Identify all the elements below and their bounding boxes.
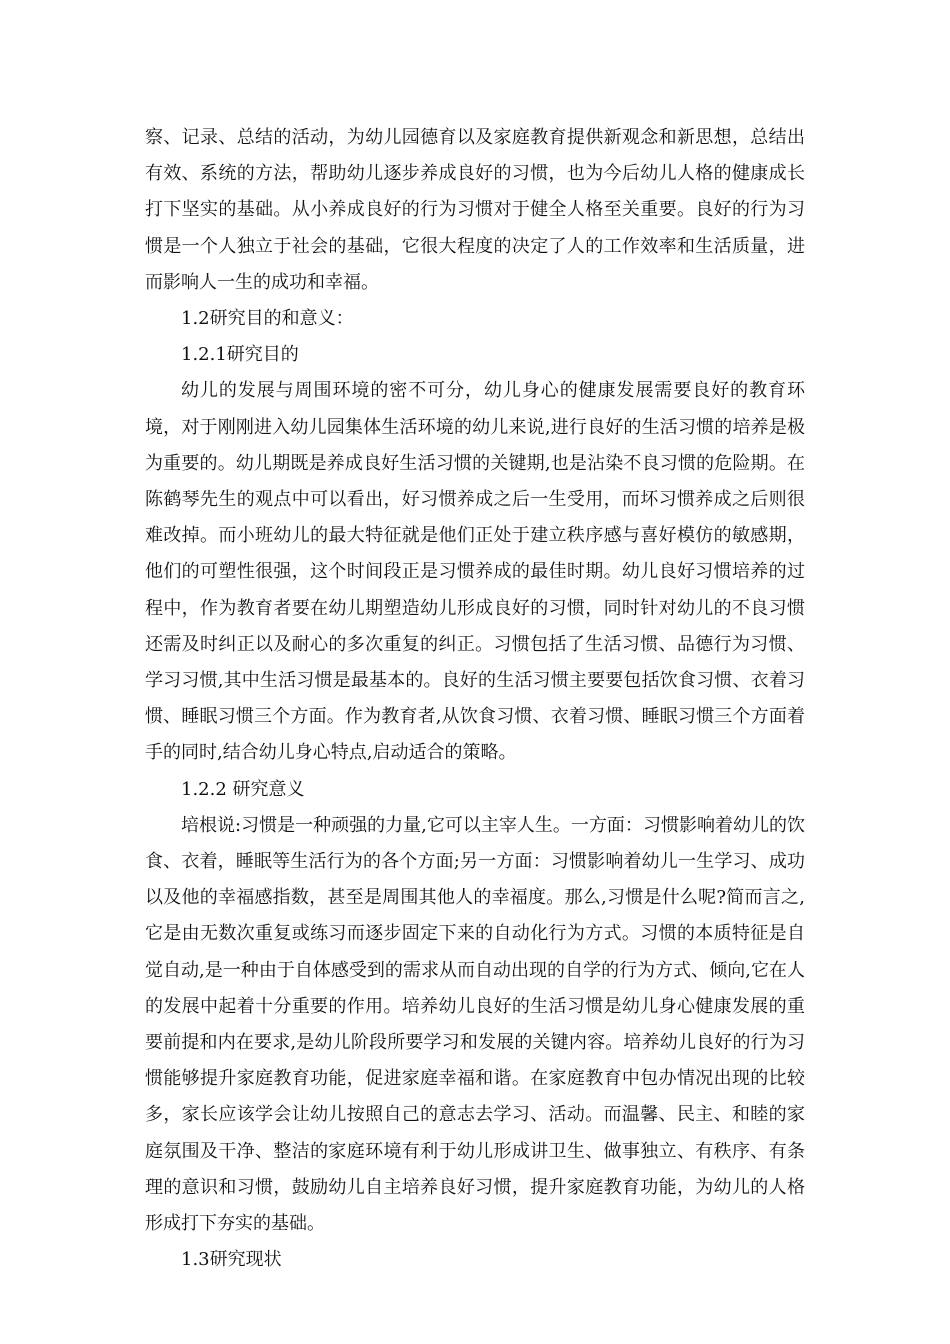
- section-heading-1-3: 1.3研究现状: [181, 1249, 282, 1271]
- document-body: [145, 120, 805, 1279]
- paragraph-research-purpose: 幼儿的发展与周围环境的密不可分，幼儿身心的健康发展需要良好的教育环境，对于刚刚进入幼儿园集体生活环境的幼儿来说,进行良好的生活习惯的培养是极为重要的。幼儿期既是养成良好生活习惯的关键期,也是沾染不良习惯的危险期。在陈鹤琴先生的观点中可以看出，好习惯养成之后一生受用，而坏习惯养成之后则很难改掉。而小班幼儿的最大特征就是他们正处于建立秩序感与喜好模仿的敏感期，他们的可塑性很强，这个时间段正是习惯养成的最佳时期。幼儿良好习惯培养的过程中，作为教育者要在幼儿期塑造幼儿形成良好的习惯，同时针对幼儿的不良习惯还需及时纠正以及耐心的多次重复的纠正。习惯包括了生活习惯、品德行为习惯、学习习惯,其中生活习惯是最基本的。良好的生活习惯主要要包括饮食习惯、衣着习惯、睡眠习惯三个方面。作为教育者,从饮食习惯、衣着习惯、睡眠习惯三个方面着手的同时,结合幼儿身心特点,启动适合的策略。: [145, 380, 805, 764]
- section-heading-1-2-1: 1.2.1研究目的: [181, 344, 299, 366]
- section-heading-1-2: 1.2研究目的和意义：: [181, 308, 354, 330]
- paragraph-research-significance: 培根说:习惯是一种顽强的力量,它可以主宰人生。一方面：习惯影响着幼儿的饮食、衣着，睡眠等生活行为的各个方面;另一方面：习惯影响着幼儿一生学习、成功以及他的幸福感指数，甚至是周围其他人的幸福度。那么,习惯是什么呢?简而言之,它是由无数次重复或练习而逐步固定下来的自动化行为方式。习惯的本质特征是自觉自动,是一种由于自体感受到的需求从而自动出现的自学的行为方式、倾向,它在人的发展中起着十分重要的作用。培养幼儿良好的生活习惯是幼儿身心健康发展的重要前提和内在要求,是幼儿阶段所要学习和发展的关键内容。培养幼儿良好的行为习惯能够提升家庭教育功能，促进家庭幸福和谐。在家庭教育中包办情况出现的比较多，家长应该学会让幼儿按照自己的意志去学习、活动。而温馨、民主、和睦的家庭氛围及干净、整洁的家庭环境有利于幼儿形成讲卫生、做事独立、有秩序、有条理的意识和习惯，鼓励幼儿自主培养良好习惯，提升家庭教育功能，为幼儿的人格形成打下夯实的基础。: [145, 814, 805, 1235]
- paragraph-continuation: 察、记录、总结的活动，为幼儿园德育以及家庭教育提供新观念和新思想，总结出有效、系统的方法，帮助幼儿逐步养成良好的习惯，也为今后幼儿人格的健康成长打下坚实的基础。从小养成良好的行为习惯对于健全人格至关重要。良好的行为习惯是一个人独立于社会的基础，它很大程度的决定了人的工作效率和生活质量，进而影响人一生的成功和幸福。: [145, 127, 805, 293]
- section-heading-1-2-2: 1.2.2 研究意义: [181, 778, 305, 800]
